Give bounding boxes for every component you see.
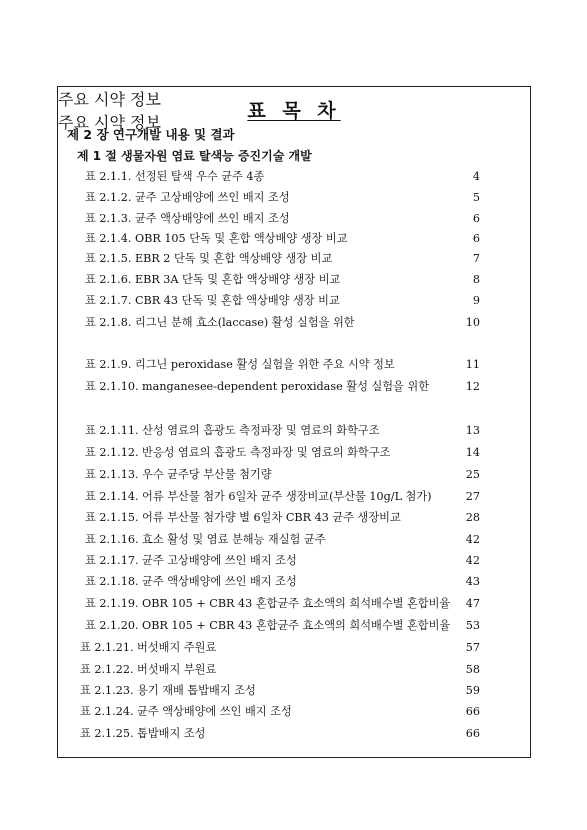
toc-entry-continuation: 주요 시약 정보 xyxy=(58,90,161,109)
toc-entry-page: 43 xyxy=(465,575,480,588)
toc-entry[interactable] xyxy=(58,702,530,722)
toc-entry-page: 53 xyxy=(465,619,480,632)
toc-entry[interactable] xyxy=(58,572,530,592)
toc-entry[interactable] xyxy=(58,167,530,187)
toc-entry-label: 표 2.1.10. manganesee-dependent peroxidase 활성 실험을 위한 xyxy=(85,380,430,393)
toc-entry-continuation: 주요 시약 정보 xyxy=(58,113,161,132)
toc-entry-page: 42 xyxy=(465,533,480,546)
toc-entry[interactable] xyxy=(58,443,530,463)
toc-entry-label: 표 2.1.2. 균주 고상배양에 쓰인 배지 조성 xyxy=(85,191,290,204)
chapter-heading: 제 2 장 연구개발 내용 및 결과 xyxy=(67,127,235,142)
toc-entry-label: 표 2.1.9. 리그닌 peroxidase 활성 실험을 위한 주요 시약 정보 xyxy=(85,358,395,371)
toc-entry[interactable] xyxy=(58,421,530,441)
toc-entry-page: 57 xyxy=(465,641,480,654)
toc-entry-label: 표 2.1.23. 용기 재배 톱밥배지 조성 xyxy=(80,684,256,697)
toc-entry[interactable] xyxy=(58,660,530,680)
toc-entry[interactable] xyxy=(58,313,530,333)
toc-entry-page: 14 xyxy=(465,446,480,459)
toc-entry-page: 9 xyxy=(472,294,480,307)
toc-entry-label: 표 2.1.6. EBR 3A 단독 및 혼합 액상배양 생장 비교 xyxy=(85,273,341,286)
toc-entry-page: 6 xyxy=(472,232,480,245)
toc-entry-label: 표 2.1.1. 선정된 탈색 우수 균주 4종 xyxy=(85,170,265,183)
toc-entry[interactable] xyxy=(58,551,530,571)
toc-entry-page: 7 xyxy=(472,252,480,265)
toc-entry-label: 표 2.1.14. 어류 부산물 첨가 6일차 균주 생장비교(부산물 10g/L 첨가) xyxy=(85,490,432,503)
toc-entry-label: 표 2.1.22. 버섯배지 부원료 xyxy=(80,663,217,676)
toc-entry[interactable] xyxy=(58,291,530,311)
toc-entry-page: 13 xyxy=(465,424,480,437)
toc-entry-page: 59 xyxy=(465,684,480,697)
toc-entry-label: 표 2.1.25. 톱밥배지 조성 xyxy=(80,727,206,740)
toc-entry-page: 11 xyxy=(465,358,480,371)
toc-entry-page: 10 xyxy=(465,316,480,329)
toc-entry[interactable] xyxy=(58,530,530,550)
toc-entry-page: 5 xyxy=(472,191,480,204)
toc-entry-page: 42 xyxy=(465,554,480,567)
toc-entry-label: 표 2.1.20. OBR 105 + CBR 43 혼합균주 효소액의 희석배수별 혼합비율 xyxy=(85,619,451,632)
toc-entry[interactable] xyxy=(58,465,530,485)
toc-entry-page: 12 xyxy=(465,380,480,393)
toc-entry-page: 28 xyxy=(465,511,480,524)
toc-entry-label: 표 2.1.17. 균주 고상배양에 쓰인 배지 조성 xyxy=(85,554,297,567)
toc-title: 표 목 차 xyxy=(247,100,341,122)
section-heading: 제 1 절 생물자원 염료 탈색능 증진기술 개발 xyxy=(77,149,312,163)
toc-entry-page: 8 xyxy=(472,273,480,286)
toc-entry-page: 25 xyxy=(465,468,480,481)
toc-entry[interactable] xyxy=(58,249,530,269)
toc-entry-label: 표 2.1.13. 우수 균주당 부산물 첨기량 xyxy=(85,468,272,481)
toc-frame xyxy=(57,86,531,758)
toc-entry[interactable] xyxy=(58,229,530,249)
toc-entry-label: 표 2.1.12. 반응성 염료의 흡광도 측정파장 및 염료의 화학구조 xyxy=(85,446,391,459)
toc-entry-label: 표 2.1.16. 효소 활성 및 염료 분해능 재실험 균주 xyxy=(85,533,326,546)
toc-entry[interactable] xyxy=(58,681,530,701)
toc-entry-page: 27 xyxy=(465,490,480,503)
toc-entry-page: 66 xyxy=(465,705,480,718)
toc-entry[interactable] xyxy=(58,188,530,208)
toc-entry-label: 표 2.1.18. 균주 액상배양에 쓰인 배지 조성 xyxy=(85,575,297,588)
toc-entry-label: 표 2.1.8. 리그닌 분해 효소(laccase) 활성 실험을 위한 xyxy=(85,316,355,329)
toc-entry-page: 6 xyxy=(472,212,480,225)
toc-entry[interactable] xyxy=(58,508,530,528)
toc-entry-label: 표 2.1.11. 산성 염료의 흡광도 측정파장 및 염료의 화학구조 xyxy=(85,424,380,437)
toc-entry[interactable] xyxy=(58,487,530,507)
toc-entry-page: 4 xyxy=(472,170,480,183)
toc-entry[interactable] xyxy=(58,638,530,658)
toc-entry-label: 표 2.1.21. 버섯배지 주원료 xyxy=(80,641,217,654)
toc-entry-page: 66 xyxy=(465,727,480,740)
toc-entry-label: 표 2.1.15. 어류 부산물 첨가량 별 6일차 CBR 43 균주 생장비교 xyxy=(85,511,401,524)
toc-entry-label: 표 2.1.19. OBR 105 + CBR 43 혼합균주 효소액의 희석배수별 혼합비율 xyxy=(85,597,451,610)
toc-entry-page: 58 xyxy=(465,663,480,676)
toc-entry[interactable] xyxy=(58,724,530,744)
toc-entry-label: 표 2.1.7. CBR 43 단독 및 혼합 액상배양 생장 비교 xyxy=(85,294,340,307)
toc-entry[interactable] xyxy=(58,594,530,614)
toc-entry[interactable] xyxy=(58,209,530,229)
toc-entry[interactable] xyxy=(58,377,530,397)
toc-entry-label: 표 2.1.5. EBR 2 단독 및 혼합 액상배양 생장 비교 xyxy=(85,252,333,265)
toc-entry-page: 47 xyxy=(465,597,480,610)
toc-entry[interactable] xyxy=(58,270,530,290)
toc-entry[interactable] xyxy=(58,355,530,375)
toc-entry-label: 표 2.1.24. 균주 액상배양에 쓰인 배지 조성 xyxy=(80,705,292,718)
toc-entry[interactable] xyxy=(58,616,530,636)
toc-entry-label: 표 2.1.3. 균주 액상배양에 쓰인 배지 조성 xyxy=(85,212,290,225)
toc-entry-label: 표 2.1.4. OBR 105 단독 및 혼합 액상배양 생장 비교 xyxy=(85,232,348,245)
